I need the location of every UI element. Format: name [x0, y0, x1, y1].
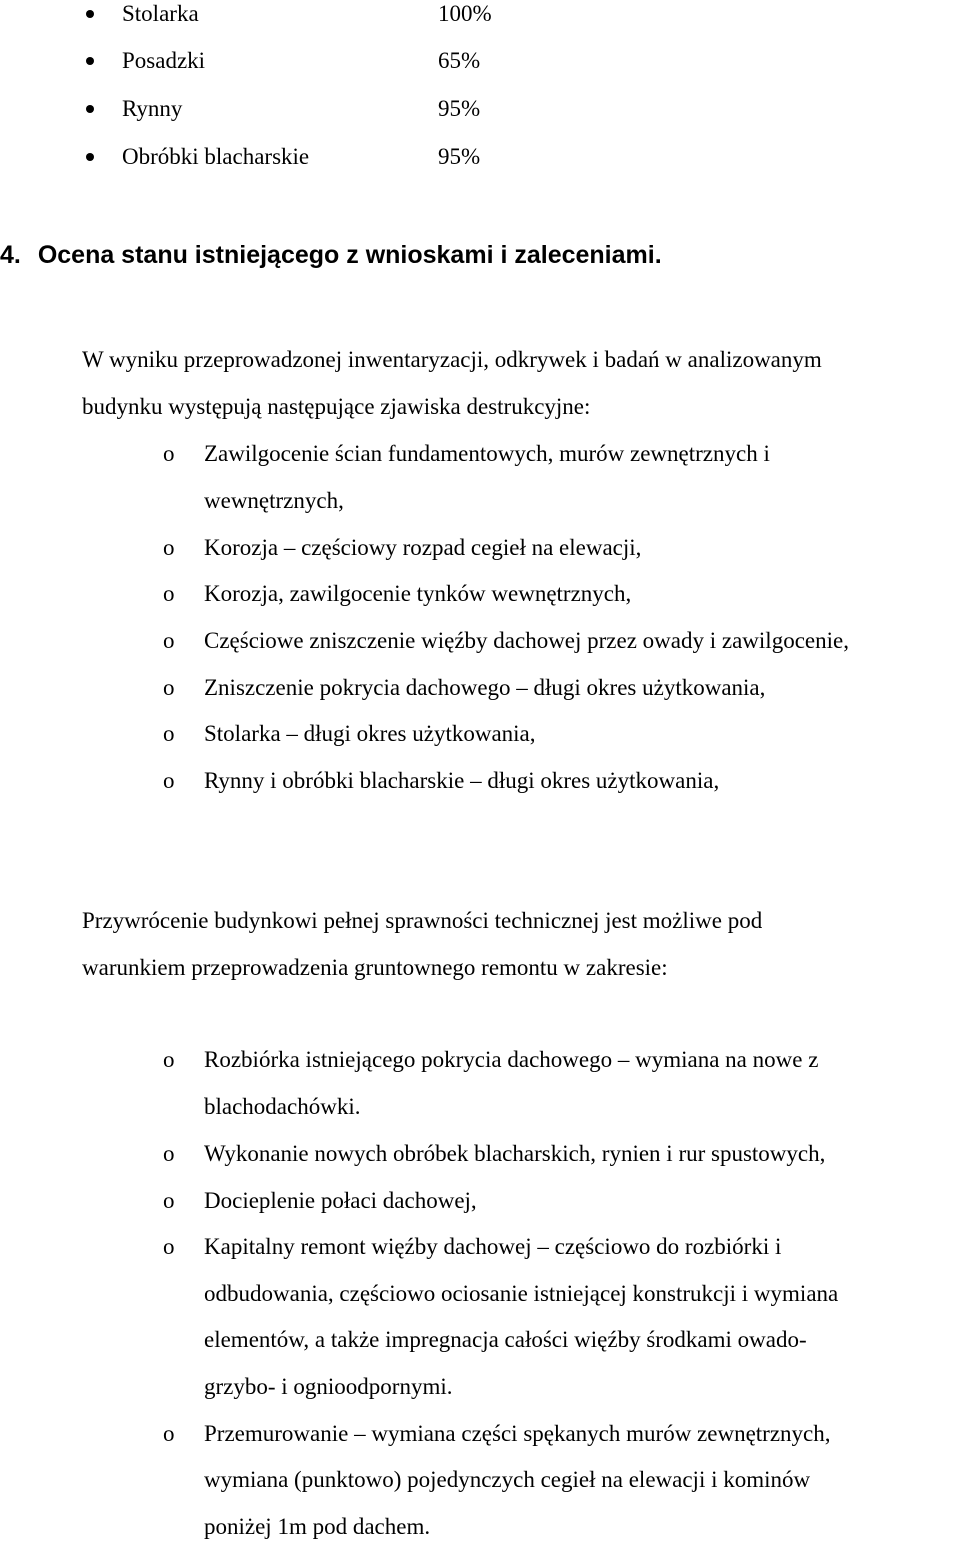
intro-line: W wyniku przeprowadzonej inwentaryzacji, odkrywek i badań w analizowanym — [82, 347, 822, 372]
repair-item-line: odbudowania, częściowo ociosanie istniejącej konstrukcji i wymiana — [204, 1281, 839, 1306]
repair-item-line: blachodachówki. — [204, 1094, 361, 1119]
list-marker: o — [163, 1188, 175, 1213]
conclusion-line: Przywrócenie budynkowi pełnej sprawności technicznej jest możliwe pod — [82, 908, 763, 933]
damage-item-line: Rynny i obróbki blacharskie – długi okres użytkowania, — [204, 768, 720, 793]
repair-item-line: Przemurowanie – wymiana części spękanych murów zewnętrznych, — [204, 1421, 831, 1446]
list-marker: o — [163, 441, 175, 466]
bullet-icon — [86, 105, 94, 113]
damage-item-line: wewnętrznych, — [204, 488, 344, 513]
list-marker: o — [163, 581, 175, 606]
bullet-icon — [86, 153, 94, 161]
repair-item-line: wymiana (punktowo) pojedynczych cegieł na elewacji i kominów — [204, 1467, 811, 1492]
list-marker: o — [163, 1047, 175, 1072]
conclusion-line: warunkiem przeprowadzenia gruntownego remontu w zakresie: — [82, 955, 668, 980]
damage-item-line: Zawilgocenie ścian fundamentowych, murów zewnętrznych i — [204, 441, 770, 466]
list-marker: o — [163, 1234, 175, 1259]
repair-item-line: Kapitalny remont więźby dachowej – częściowo do rozbiórki i — [204, 1234, 782, 1259]
list-marker: o — [163, 768, 175, 793]
progress-item-value: 95% — [438, 96, 481, 121]
list-marker: o — [163, 721, 175, 746]
intro-line: budynku występują następujące zjawiska destrukcyjne: — [82, 394, 591, 419]
bullet-icon — [86, 10, 94, 18]
repair-item-line: elementów, a także impregnacja całości więźby środkami owado- — [204, 1327, 807, 1352]
list-marker: o — [163, 535, 175, 560]
list-marker: o — [163, 1421, 175, 1446]
progress-item-name: Obróbki blacharskie — [122, 144, 310, 169]
section-title: Ocena stanu istniejącego z wnioskami i zaleceniami. — [37, 241, 662, 269]
list-marker: o — [163, 628, 175, 653]
repair-item-line: Docieplenie połaci dachowej, — [204, 1188, 477, 1213]
section-heading — [0, 240, 662, 270]
bullet-icon — [86, 57, 94, 65]
progress-item-value: 65% — [438, 48, 481, 73]
progress-item-name: Stolarka — [122, 1, 199, 26]
damage-item-line: Zniszczenie pokrycia dachowego – długi okres użytkowania, — [204, 675, 766, 700]
progress-item-value: 95% — [438, 144, 481, 169]
repair-item-line: poniżej 1m pod dachem. — [204, 1514, 431, 1539]
damage-item-line: Stolarka – długi okres użytkowania, — [204, 721, 536, 746]
repair-item-line: Wykonanie nowych obróbek blacharskich, rynien i rur spustowych, — [204, 1141, 826, 1166]
progress-item-name: Posadzki — [122, 48, 206, 73]
list-marker: o — [163, 1141, 175, 1166]
section-number: 4. — [0, 241, 21, 269]
repair-item-line: grzybo- i ognioodpornymi. — [204, 1374, 453, 1399]
progress-item-name: Rynny — [122, 96, 183, 121]
damage-item-line: Częściowe zniszczenie więźby dachowej przez owady i zawilgocenie, — [204, 628, 849, 653]
damage-item-line: Korozja, zawilgocenie tynków wewnętrznych, — [204, 581, 632, 606]
damage-item-line: Korozja – częściowy rozpad cegieł na elewacji, — [204, 535, 642, 560]
repair-item-line: Rozbiórka istniejącego pokrycia dachowego – wymiana na nowe z — [204, 1047, 819, 1072]
progress-item-value: 100% — [438, 1, 492, 26]
list-marker: o — [163, 675, 175, 700]
